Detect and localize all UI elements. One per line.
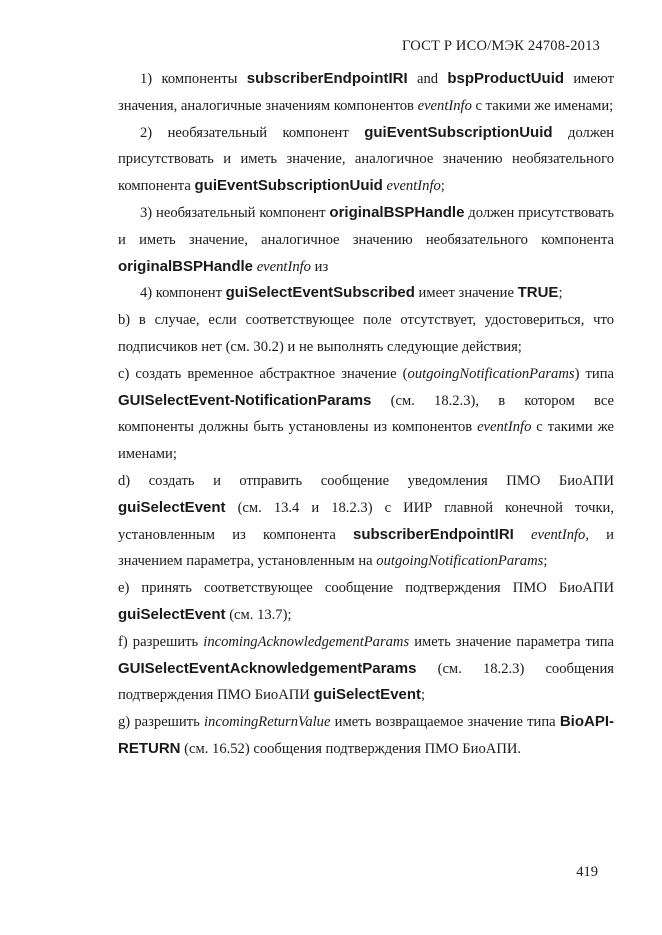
text-run: ) типа [574, 365, 614, 382]
italic-term: eventInfo [477, 419, 532, 436]
text-run: f) разрешить [118, 633, 204, 650]
code-identifier: guiSelectEvent [118, 498, 226, 516]
code-identifier: guiEventSubscriptionUuid [364, 123, 553, 141]
text-run: должен присутствовать и иметь значение, аналогичное значению необязательного компонента [118, 204, 614, 248]
code-identifier: originalBSPHandle [329, 203, 465, 221]
text-run: (см. 18.2.3), в котором все компоненты должны быть установлены из компонентов [118, 392, 614, 436]
text-run: должен присутствовать и иметь значение, аналогичное значению необязательного компонента [118, 124, 615, 195]
italic-term: outgoingNotificationParams [407, 365, 575, 382]
code-identifier: BioAPI-RETURN [118, 713, 614, 757]
text-run: иметь значение параметра типа [409, 633, 614, 650]
text-run: 3) необязательный компонент [140, 204, 330, 221]
code-identifier: subscriberEndpointIRI [353, 525, 514, 543]
text-run: иметь возвращаемое значение типа [330, 714, 560, 731]
code-identifier: TRUE [517, 284, 559, 302]
text-run: (см. 13.7); [225, 606, 292, 623]
text-run [514, 527, 531, 543]
text-run: имеют значения, аналогичные значениям компонентов [118, 71, 614, 114]
list-item [118, 120, 614, 200]
text-run: ; [543, 553, 548, 570]
italic-term: eventInfo [417, 97, 472, 114]
text-run: ; [440, 178, 445, 195]
code-identifier: GUISelectEventAcknowledgementParams [118, 659, 417, 677]
text-run: e) принять соответствующее сообщение подтверждения ПМО БиоАПИ [118, 580, 614, 597]
list-item [118, 200, 614, 280]
text-run: ; [421, 687, 426, 704]
text-run: d) создать и отправить сообщение уведомления ПМО БиоАПИ [118, 472, 614, 489]
page-number: 419 [576, 864, 598, 880]
list-item [118, 629, 614, 709]
list-item [118, 280, 614, 307]
italic-term: incomingAcknowledgementParams [203, 633, 410, 650]
text-run: с такими же именами; [471, 97, 614, 114]
code-identifier: guiSelectEvent [118, 605, 226, 623]
document-header: ГОСТ Р ИСО/МЭК 24708-2013 [402, 38, 600, 54]
italic-term: outgoingNotificationParams [376, 553, 544, 570]
italic-term: eventInfo [531, 526, 586, 543]
italic-term: eventInfo [386, 178, 441, 195]
text-run: из [310, 258, 329, 275]
text-run: (см. 18.2.3) сообщения подтверждения ПМО БиоАПИ [118, 660, 614, 704]
text-run: (см. 16.52) сообщения подтверждения ПМО БиоАПИ. [180, 740, 522, 757]
text-run: g) разрешить [118, 714, 204, 731]
document-body [118, 66, 614, 763]
code-identifier: guiSelectEvent [313, 686, 422, 704]
text-run: and [407, 71, 448, 87]
text-run: с такими же именами; [118, 419, 614, 463]
list-item [118, 361, 614, 468]
code-identifier: guiSelectEventSubscribed [225, 284, 415, 302]
code-identifier: GUISelectEvent-NotificationParams [118, 391, 372, 409]
code-identifier: guiEventSubscriptionUuid [194, 177, 383, 195]
list-item [118, 709, 614, 763]
text-run: b) в случае, если соответствующее поле отсутствует, удостовериться, что подписчиков нет (см. 30.2) и не выполнять следующие действия; [118, 312, 614, 355]
list-item [118, 575, 614, 629]
text-run: имеет значение [414, 285, 518, 302]
text-run: 2) необязательный компонент [140, 124, 365, 141]
italic-term: eventInfo [256, 258, 311, 275]
code-identifier: subscriberEndpointIRI [246, 70, 408, 87]
list-item [118, 66, 614, 120]
text-run: , и значением параметра, установленным на [118, 526, 614, 570]
text-run: (см. 13.4 и 18.2.3) с ИИР главной конечной точки, установленным из компонента [118, 499, 614, 543]
italic-term: incomingReturnValue [203, 714, 331, 731]
text-run: 1) компоненты [140, 71, 247, 87]
text-run: c) создать временное абстрактное значение ( [118, 365, 408, 382]
code-identifier: originalBSPHandle [118, 257, 254, 275]
text-run: ; [558, 285, 563, 302]
list-item [118, 468, 614, 575]
list-item [118, 307, 614, 361]
text-run: 4) компонент [140, 285, 226, 302]
code-identifier: bspProductUuid [447, 70, 565, 87]
